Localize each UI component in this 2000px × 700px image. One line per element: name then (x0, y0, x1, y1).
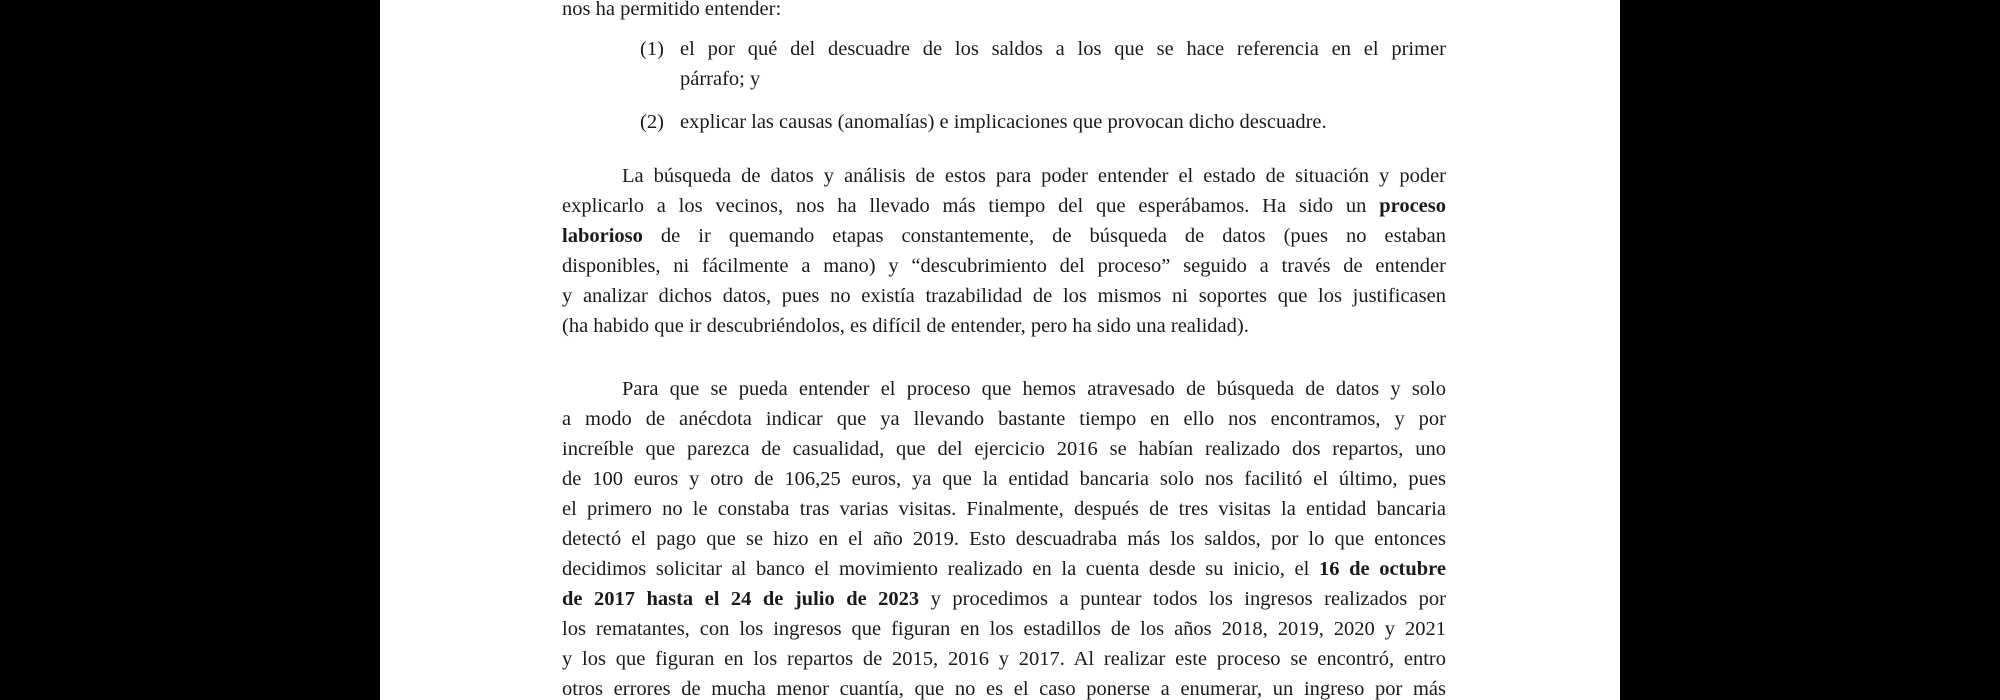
list-item-2-text: explicar las causas (anomalías) e implicaciones que provocan dicho descuadre. (680, 111, 1327, 133)
paragraph-2-line-2: a modo de anécdota indicar que ya llevando bastante tiempo en ello nos encontramos, y por (562, 408, 1446, 430)
paragraph-1-line-3 (562, 221, 1446, 251)
list-item-1-line-2: párrafo; y (680, 68, 761, 90)
paragraph-1-line-4: disponibles, ni fácilmente a mano) y “descubrimiento del proceso” seguido a través de entender (562, 255, 1446, 277)
document-page (380, 0, 1620, 700)
paragraph-1-line-2-text: explicarlo a los vecinos, nos ha llevado más tiempo del que esperábamos. Ha sido un (562, 195, 1367, 217)
bold-term-laborioso: laborioso (562, 225, 643, 247)
paragraph-1-line-6: (ha habido que ir descubriéndolos, es difícil de entender, pero ha sido una realidad). (562, 315, 1249, 337)
paragraph-1-line-1: La búsqueda de datos y análisis de estos para poder entender el estado de situación y poder (622, 165, 1446, 187)
paragraph-2-line-6: detectó el pago que se hizo en el año 2019. Esto descuadraba más los saldos, por lo que entonces (562, 528, 1446, 550)
list-item-1-line-1 (562, 34, 1446, 64)
bold-term-proceso: proceso (1379, 195, 1446, 217)
paragraph-1-line-2 (562, 191, 1446, 221)
list-item-1-text: el por qué del descuadre de los saldos a los que se hace referencia en el primer (680, 38, 1446, 60)
list-item-2-line-1 (562, 107, 1446, 137)
intro-tail-line: nos ha permitido entender: (562, 0, 782, 20)
paragraph-2-line-11: otros errores de mucha menor cuantía, que no es el caso ponerse a enumerar, un ingreso por más (562, 678, 1446, 700)
paragraph-2-line-3: increíble que parezca de casualidad, que del ejercicio 2016 se habían realizado dos repartos, uno (562, 438, 1446, 460)
paragraph-2-line-8 (562, 584, 1446, 614)
paragraph-2-line-1: Para que se pueda entender el proceso que hemos atravesado de búsqueda de datos y solo (622, 378, 1446, 400)
paragraph-2-line-8-text: y procedimos a puntear todos los ingresos realizados por (930, 588, 1447, 610)
bold-date-start: 16 de octubre (1318, 558, 1447, 580)
bold-date-range: de 2017 hasta el 24 de julio de 2023 (562, 588, 920, 610)
paragraph-2-line-10: y los que figuran en los repartos de 2015, 2016 y 2017. Al realizar este proceso se encontró, entro (562, 648, 1446, 670)
paragraph-2-line-4: de 100 euros y otro de 106,25 euros, ya que la entidad bancaria solo nos facilitó el último, pues (562, 468, 1446, 490)
paragraph-2-line-7-text: decidimos solicitar al banco el movimiento realizado en la cuenta desde su inicio, el (562, 558, 1310, 580)
paragraph-2-line-7 (562, 554, 1446, 584)
paragraph-1-line-5: y analizar dichos datos, pues no existía trazabilidad de los mismos ni soportes que los justificasen (562, 285, 1446, 307)
list-item-2-number: (2) (640, 111, 664, 133)
list-item-1-number: (1) (640, 38, 664, 60)
paragraph-2-line-5: el primero no le constaba tras varias visitas. Finalmente, después de tres visitas la entidad bancaria (562, 498, 1446, 520)
paragraph-1-line-3-text: de ir quemando etapas constantemente, de búsqueda de datos (pues no estaban (660, 225, 1447, 247)
paragraph-2-line-9: los rematantes, con los ingresos que figuran en los estadillos de los años 2018, 2019, 2020 y 2021 (562, 618, 1446, 640)
